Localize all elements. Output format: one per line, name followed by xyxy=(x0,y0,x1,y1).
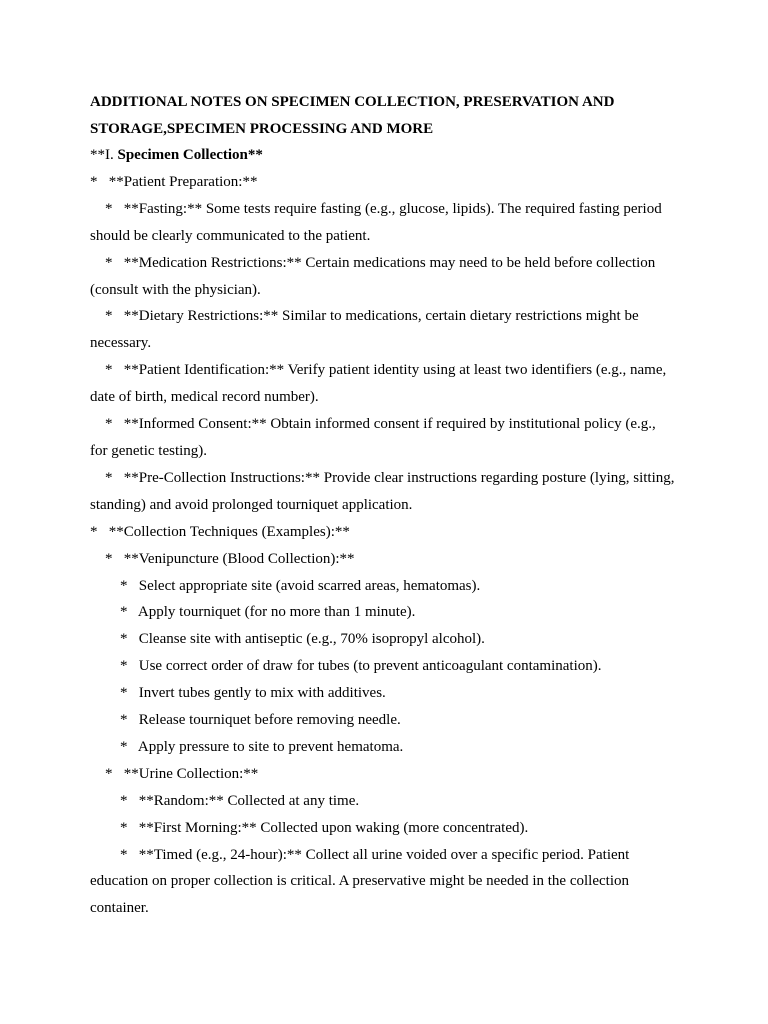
wrapped-line-continuation: necessary. xyxy=(90,335,152,352)
section-heading xyxy=(90,142,690,169)
bullet-line: * **First Morning:** Collected upon waking (more concentrated). xyxy=(120,819,529,836)
bullet-line: * **Urine Collection:** xyxy=(105,765,259,782)
document-page xyxy=(90,89,690,922)
bullet-line: * **Medication Restrictions:** Certain medications may need to be held before collection xyxy=(105,254,656,271)
bullet-line: * **Patient Identification:** Verify patient identity using at least two identifiers (e.g., name, xyxy=(105,362,667,379)
wrapped-line-continuation: for genetic testing). xyxy=(90,442,208,459)
bullet-line: * **Dietary Restrictions:** Similar to medications, certain dietary restrictions might be xyxy=(105,308,639,325)
bullet-line: * Cleanse site with antiseptic (e.g., 70% isopropyl alcohol). xyxy=(120,631,485,648)
section-prefix: **I. xyxy=(90,147,118,163)
wrapped-line-continuation: container. xyxy=(90,900,149,917)
document-title-line-1: ADDITIONAL NOTES ON SPECIMEN COLLECTION, PRESERVATION AND xyxy=(90,94,615,110)
wrapped-line-continuation: (consult with the physician). xyxy=(90,281,261,298)
bullet-line: * **Timed (e.g., 24-hour):** Collect all urine voided over a specific period. Patient xyxy=(120,846,630,863)
bullet-line: * **Venipuncture (Blood Collection):** xyxy=(105,550,355,567)
bullet-line: * Apply pressure to site to prevent hematoma. xyxy=(120,738,404,755)
document-body xyxy=(90,169,690,922)
document-title-line-2: STORAGE,SPECIMEN PROCESSING AND MORE xyxy=(90,120,434,137)
section-heading-text: Specimen Collection** xyxy=(117,147,263,163)
wrapped-line-continuation: should be clearly communicated to the patient. xyxy=(90,227,371,244)
bullet-line: * **Informed Consent:** Obtain informed consent if required by institutional policy (e.g., xyxy=(105,416,656,433)
bullet-line: * **Collection Techniques (Examples):** xyxy=(90,523,350,540)
bullet-line: * **Random:** Collected at any time. xyxy=(120,792,360,809)
bullet-line: * **Pre-Collection Instructions:** Provide clear instructions regarding posture (lying, sitting, xyxy=(105,469,675,486)
wrapped-line-continuation: education on proper collection is critical. A preservative might be needed in the collection xyxy=(90,873,629,890)
wrapped-line-continuation: date of birth, medical record number). xyxy=(90,389,319,406)
bullet-line: * **Patient Preparation:** xyxy=(90,173,258,190)
bullet-line: * Use correct order of draw for tubes (to prevent anticoagulant contamination). xyxy=(120,658,602,675)
bullet-line: * Release tourniquet before removing needle. xyxy=(120,712,401,729)
bullet-line: * **Fasting:** Some tests require fasting (e.g., glucose, lipids). The required fasting period xyxy=(105,200,662,217)
bullet-line: * Select appropriate site (avoid scarred areas, hematomas). xyxy=(120,577,481,594)
bullet-line: * Apply tourniquet (for no more than 1 minute). xyxy=(120,604,416,621)
bullet-line: * Invert tubes gently to mix with additives. xyxy=(120,685,386,702)
wrapped-line-continuation: standing) and avoid prolonged tourniquet application. xyxy=(90,496,413,513)
